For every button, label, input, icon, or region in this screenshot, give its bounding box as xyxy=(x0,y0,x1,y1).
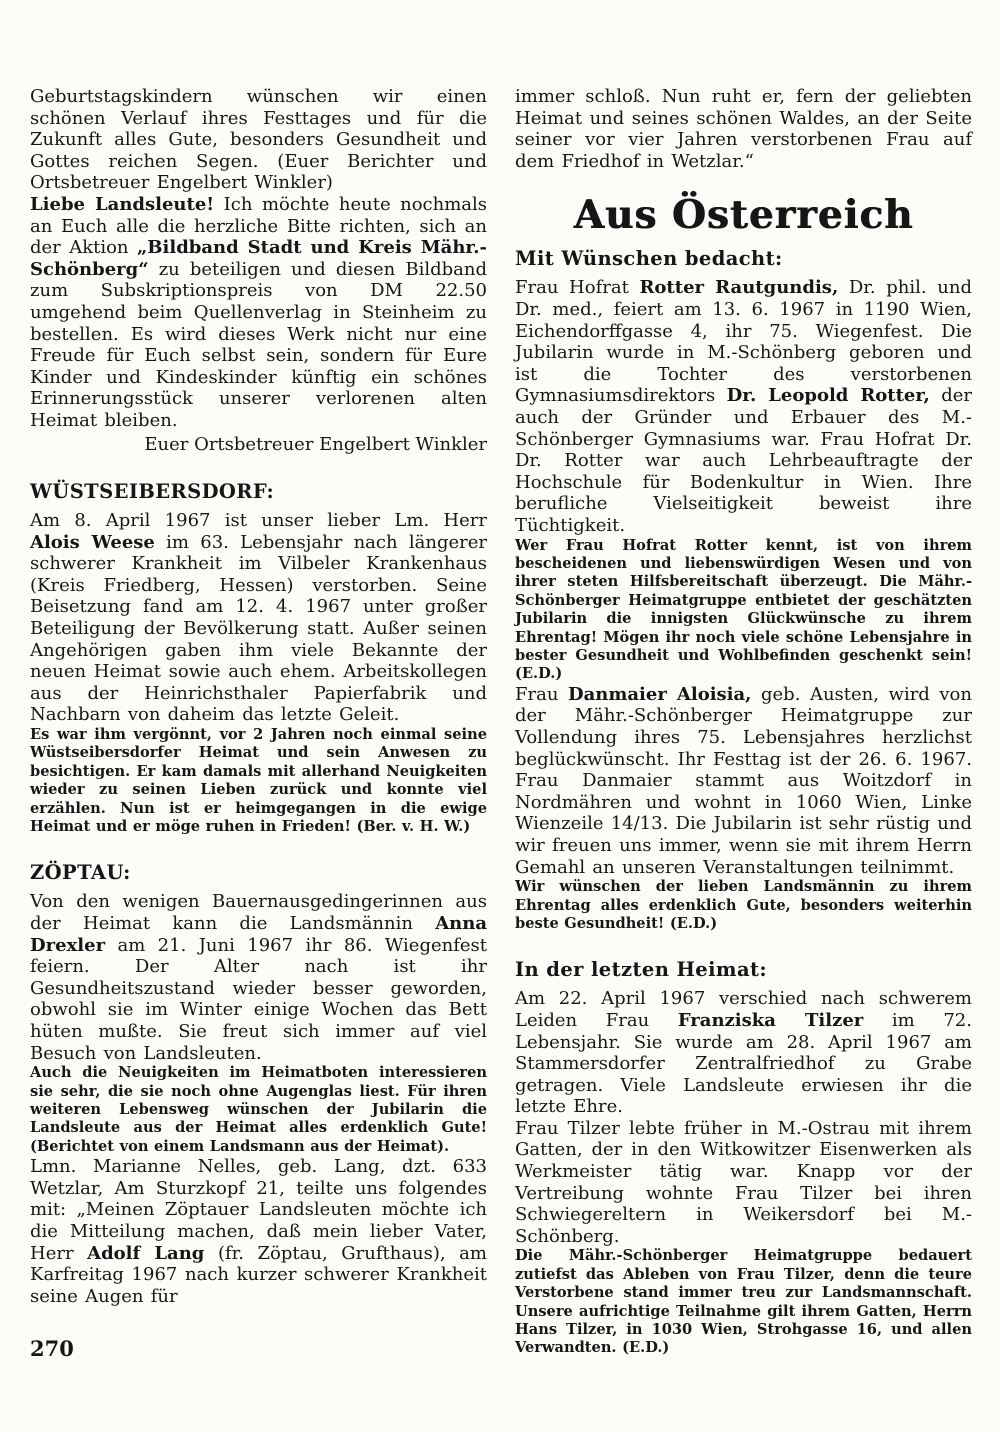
aus-oesterreich-heading: Aus Österreich xyxy=(573,192,914,239)
signature-winkler: Euer Ortsbetreuer Engelbert Winkler xyxy=(144,433,487,455)
paragraph-weese-note: Es war ihm vergönnt, vor 2 Jahren noch einmal seine Wüstseibersdorfer Heimat und sein Anwesen zu besichtigen. Er kam damals mit allerhand Neuigkeiten wieder zu seinen Lieben zurück und konnte viel erzählen. Nun ist er heimgegangen in die ewige Heimat und er möge ruhen in Frieden! (Ber. v. H. W.) xyxy=(30,726,487,836)
paragraph-bildband-appeal: Liebe Landsleute! Ich möchte heute nochmals an Euch alle die herzliche Bitte richten, sich an der Aktion „Bildband Stadt und Kreis Mähr.-Schönberg“ zu beteiligen und diesen Bildband zum Subskriptionspreis von DM 22.50 umgehend beim Quellenverlag in Steinheim zu bestellen. Es wird dieses Werk nicht nur eine Freude für Euch selbst sein, sondern für Eure Kinder und Kindeskinder künftig ein schönes Erinnerungsstück unserer verlorenen alten Heimat bleiben. xyxy=(30,193,487,431)
paragraph-tilzer-condolence: Die Mähr.-Schönberger Heimatgruppe bedauert zutiefst das Ableben von Frau Tilzer, denn die teure Verstorbene stand immer treu zur Landsmannschaft. Unsere aufrichtige Teilnahme gilt ihrem Gatten, Herrn Hans Tilzer, in 1030 Wien, Strohgasse 16, und allen Verwandten. (E.D.) xyxy=(515,1247,972,1357)
left-column xyxy=(30,86,487,1358)
paragraph-tilzer-life: Frau Tilzer lebte früher in M.-Ostrau mit ihrem Gatten, der in den Witkowitzer Eisenwerken als Werkmeister tätig war. Knapp vor der Vertreibung wohnte Frau Tilzer bei ihren Schwiegereltern in Weikersdorf bei M.-Schönberg. xyxy=(515,1117,972,1247)
paragraph-rotter-note: Wer Frau Hofrat Rotter kennt, ist von ihrem bescheidenen und liebenswürdigen Wesen und von ihrer steten Hilfsbereitschaft überzeugt. Die Mähr.-Schönberger Heimatgruppe entbietet der geschätzten Jubilarin die innigsten Glückwünsche zu ihrem Ehrentag! Mögen ihr noch viele schöne Lebensjahre in bester Gesundheit und Wohlbefinden geschenkt sein! (E.D.) xyxy=(515,536,972,683)
section-mit-wuenschen-bedacht: Mit Wünschen bedacht: xyxy=(515,247,783,271)
paragraph-danmaier-note: Wir wünschen der lieben Landsmännin zu ihrem Ehrentag alles erdenklich Gute, besonders weiterhin beste Gesundheit! (E.D.) xyxy=(515,878,972,932)
page-number: 270 xyxy=(30,1336,74,1361)
paragraph-anna-drexler: Von den wenigen Bauernausgedingerinnen aus der Heimat kann die Landsmännin Anna Drexler am 21. Juni 1967 ihr 86. Wiegenfest feiern. Der Alter nach ist ihr Gesundheitszustand wieder besser geworden, obwohl sie im Winter einige Wochen das Bett hüten mußte. Sie freut sich immer auf viel Besuch von Landsleuten. xyxy=(30,891,487,1064)
paragraph-danmaier-aloisia: Frau Danmaier Aloisia, geb. Austen, wird von der Mähr.-Schönberger Heimatgruppe zur Vollendung ihres 75. Lebensjahres herzlichst beglückwünscht. Ihr Festtag ist der 26. 6. 1967. Frau Danmaier stammt aus Woitzdorf in Nordmähren und wohnt in 1060 Wien, Linke Wienzeile 14/13. Die Jubilarin ist sehr rüstig und wir freuen uns immer, wenn sie mit ihrem Herrn Gemahl an unseren Veranstaltungen teilnimmt. xyxy=(515,683,972,878)
section-wuestseibersdorf: WÜSTSEIBERSDORF: xyxy=(30,480,275,504)
text-columns xyxy=(30,86,972,1358)
paragraph-franziska-tilzer: Am 22. April 1967 verschied nach schwerem Leiden Frau Franziska Tilzer im 72. Lebensjahr. Sie wurde am 28. April 1967 am Stammersdorfer Zentralfriedhof zu Grabe getragen. Viele Landsleute erwiesen ihr die letzte Ehre. xyxy=(515,988,972,1118)
right-column xyxy=(515,86,972,1358)
paragraph-marianne-nelles: Lmn. Marianne Nelles, geb. Lang, dzt. 633 Wetzlar, Am Sturzkopf 21, teilte uns folgendes mit: „Meinen Zöptauer Landsleuten möchte ich die Mitteilung machen, daß mein lieber Vater, Herr Adolf Lang (fr. Zöptau, Grufthaus), am Karfreitag 1967 nach kurzer schwerer Krankheit seine Augen für xyxy=(30,1156,487,1307)
paragraph-drexler-note: Auch die Neuigkeiten im Heimatboten interessieren sie sehr, die sie noch ohne Augenglas liest. Für ihren weiteren Lebensweg wünschen der Jubilarin die Landsleute aus der Heimat alles erdenklich Gute! (Berichtet von einem Landsmann aus der Heimat). xyxy=(30,1064,487,1155)
paragraph-birthday-wishes: Geburtstagskindern wünschen wir einen schönen Verlauf ihres Festtages und für die Zukunft alles Gute, besonders Gesundheit und Gottes reichen Segen. (Euer Berichter und Ortsbetreuer Engelbert Winkler) xyxy=(30,86,487,194)
paragraph-alois-weese: Am 8. April 1967 ist unser lieber Lm. Herr Alois Weese im 63. Lebensjahr nach längerer schwerer Krankheit im Vilbeler Krankenhaus (Kreis Friedberg, Hessen) verstorben. Seine Beisetzung fand am 12. 4. 1967 unter großer Beteiligung der Bevölkerung statt. Außer seinen Angehörigen gaben ihm viele Bekannte der neuen Heimat sowie auch ehem. Arbeitskollegen aus der Heinrichsthaler Papierfabrik und Nachbarn von daheim das letzte Geleit. xyxy=(30,510,487,726)
section-zoeptau: ZÖPTAU: xyxy=(30,861,131,885)
section-in-der-letzten-heimat: In der letzten Heimat: xyxy=(515,958,767,982)
paragraph-rotter-rautgundis: Frau Hofrat Rotter Rautgundis, Dr. phil. und Dr. med., feiert am 13. 6. 1967 in 1190 Wien, Eichendorffgasse 4, ihr 75. Wiegenfest. Die Jubilarin wurde in M.-Schönberg geboren und ist die Tochter des verstorbenen Gymnasiumsdirektors Dr. Leopold Rotter, der auch der Gründer und Erbauer des M.-Schönberger Gymnasiums war. Frau Hofrat Dr. Dr. Rotter war auch Lehrbeauftragte der Hochschule für Bodenkultur in Wien. Ihre berufliche Vielseitigkeit beweist ihre Tüchtigkeit. xyxy=(515,277,972,536)
paragraph-lang-continued: immer schloß. Nun ruht er, fern der geliebten Heimat und seines schönen Waldes, an der Seite seiner vor vier Jahren verstorbenen Frau auf dem Friedhof in Wetzlar.“ xyxy=(515,86,972,172)
